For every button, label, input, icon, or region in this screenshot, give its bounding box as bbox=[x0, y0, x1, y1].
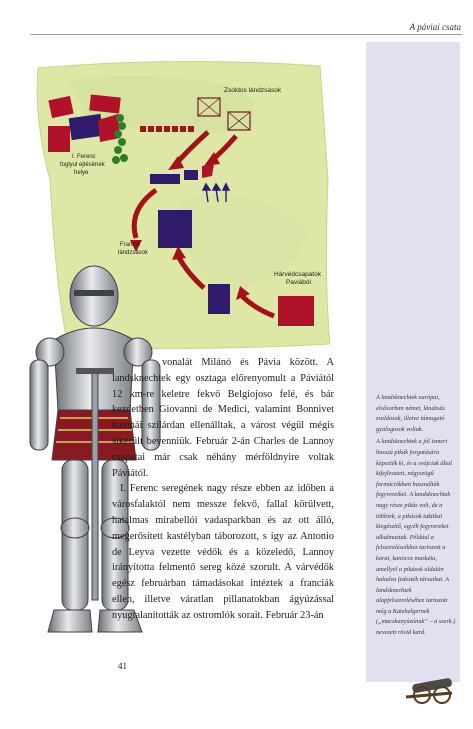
sidebar-text bbox=[376, 393, 456, 641]
french-block bbox=[48, 126, 70, 152]
sidebar-paragraph: A landsknechtek a jól ismert hosszú pikák forgatására képezték ki, és a svájciak által kifejlesztett, négyszögű formációkban használták fegyvereiket. A landsknechtek nagy része pikás volt, de a többiek, a pikások taktikai kiegészítő, egyéb fegyvereket alkalmaztak. Például a felszereléseikhez tartozott a korai, kanócos muskéta, amellyel a pikások oldalán haladva fedezték társaikat. A landsknechtek alapfelszereléséhez tartozott még a Katzbalgernek („macskanyúzónak” – a szerk.) nevezett rövid kard. bbox=[376, 438, 456, 637]
body-text bbox=[112, 355, 334, 624]
sidebar-paragraph: A landsknechtek európai, elsősorban német, lándzsás zsoldosok, illetve támogató gyalogosok voltak. bbox=[376, 394, 446, 433]
cannon-icon bbox=[402, 673, 458, 705]
troop-column-icon bbox=[140, 126, 194, 132]
running-header: A páviai csata bbox=[409, 22, 461, 32]
map-label-king-capture: I. Ferenc foglyul ejtésének helye bbox=[60, 154, 105, 176]
map-label-relief-troops: Hárvédcsapatok Paviából bbox=[274, 271, 321, 286]
imperial-block bbox=[184, 170, 198, 180]
page-number: 41 bbox=[118, 661, 127, 671]
imperial-block bbox=[69, 114, 104, 140]
map-label-green-troops: Zsoldos lándzsások bbox=[224, 87, 282, 94]
body-paragraph: I. Ferenc seregének nagy része ebben az időben a városfalaktól nem messze fekvő, fallal körülvett, hatalmas mirabellói vadasparkban és az ott álló, megerősített kastélyban táborozott, s így az Antonio de Leyva vezette védők és a közeledő, Lannoy irányította felmentő sereg közé szorult. A várvédők egész februárban támadásokat intéztek a franciák ellen, illetve váratlan pillanatokban ágyúzással nyugtalanították az ostromlók sorait. Február 23-án bbox=[112, 483, 334, 621]
imperial-block bbox=[208, 284, 230, 314]
french-block bbox=[278, 296, 314, 326]
header-rule bbox=[30, 34, 462, 35]
body-paragraph: vonalát Milánó és Pávia között. A landsknechtek egy osztaga előrenyomult a Páviától 12 km-re keletre fekvő Belgiojoso felé, és bár kezdetben Giovanni de Medici, valamint Bonnivet katonái szilárdan ellenálltak, a várost végül mégis sikerült bevenniük. Február 2-án Charles de Lannoy csapatai már csak néhány mérföldnyire voltak Páviától. bbox=[112, 357, 334, 479]
imperial-block bbox=[150, 174, 180, 184]
map-label-french-pikes: Francia lándzsások bbox=[118, 242, 149, 256]
french-block bbox=[89, 94, 121, 113]
imperial-block bbox=[158, 210, 192, 248]
